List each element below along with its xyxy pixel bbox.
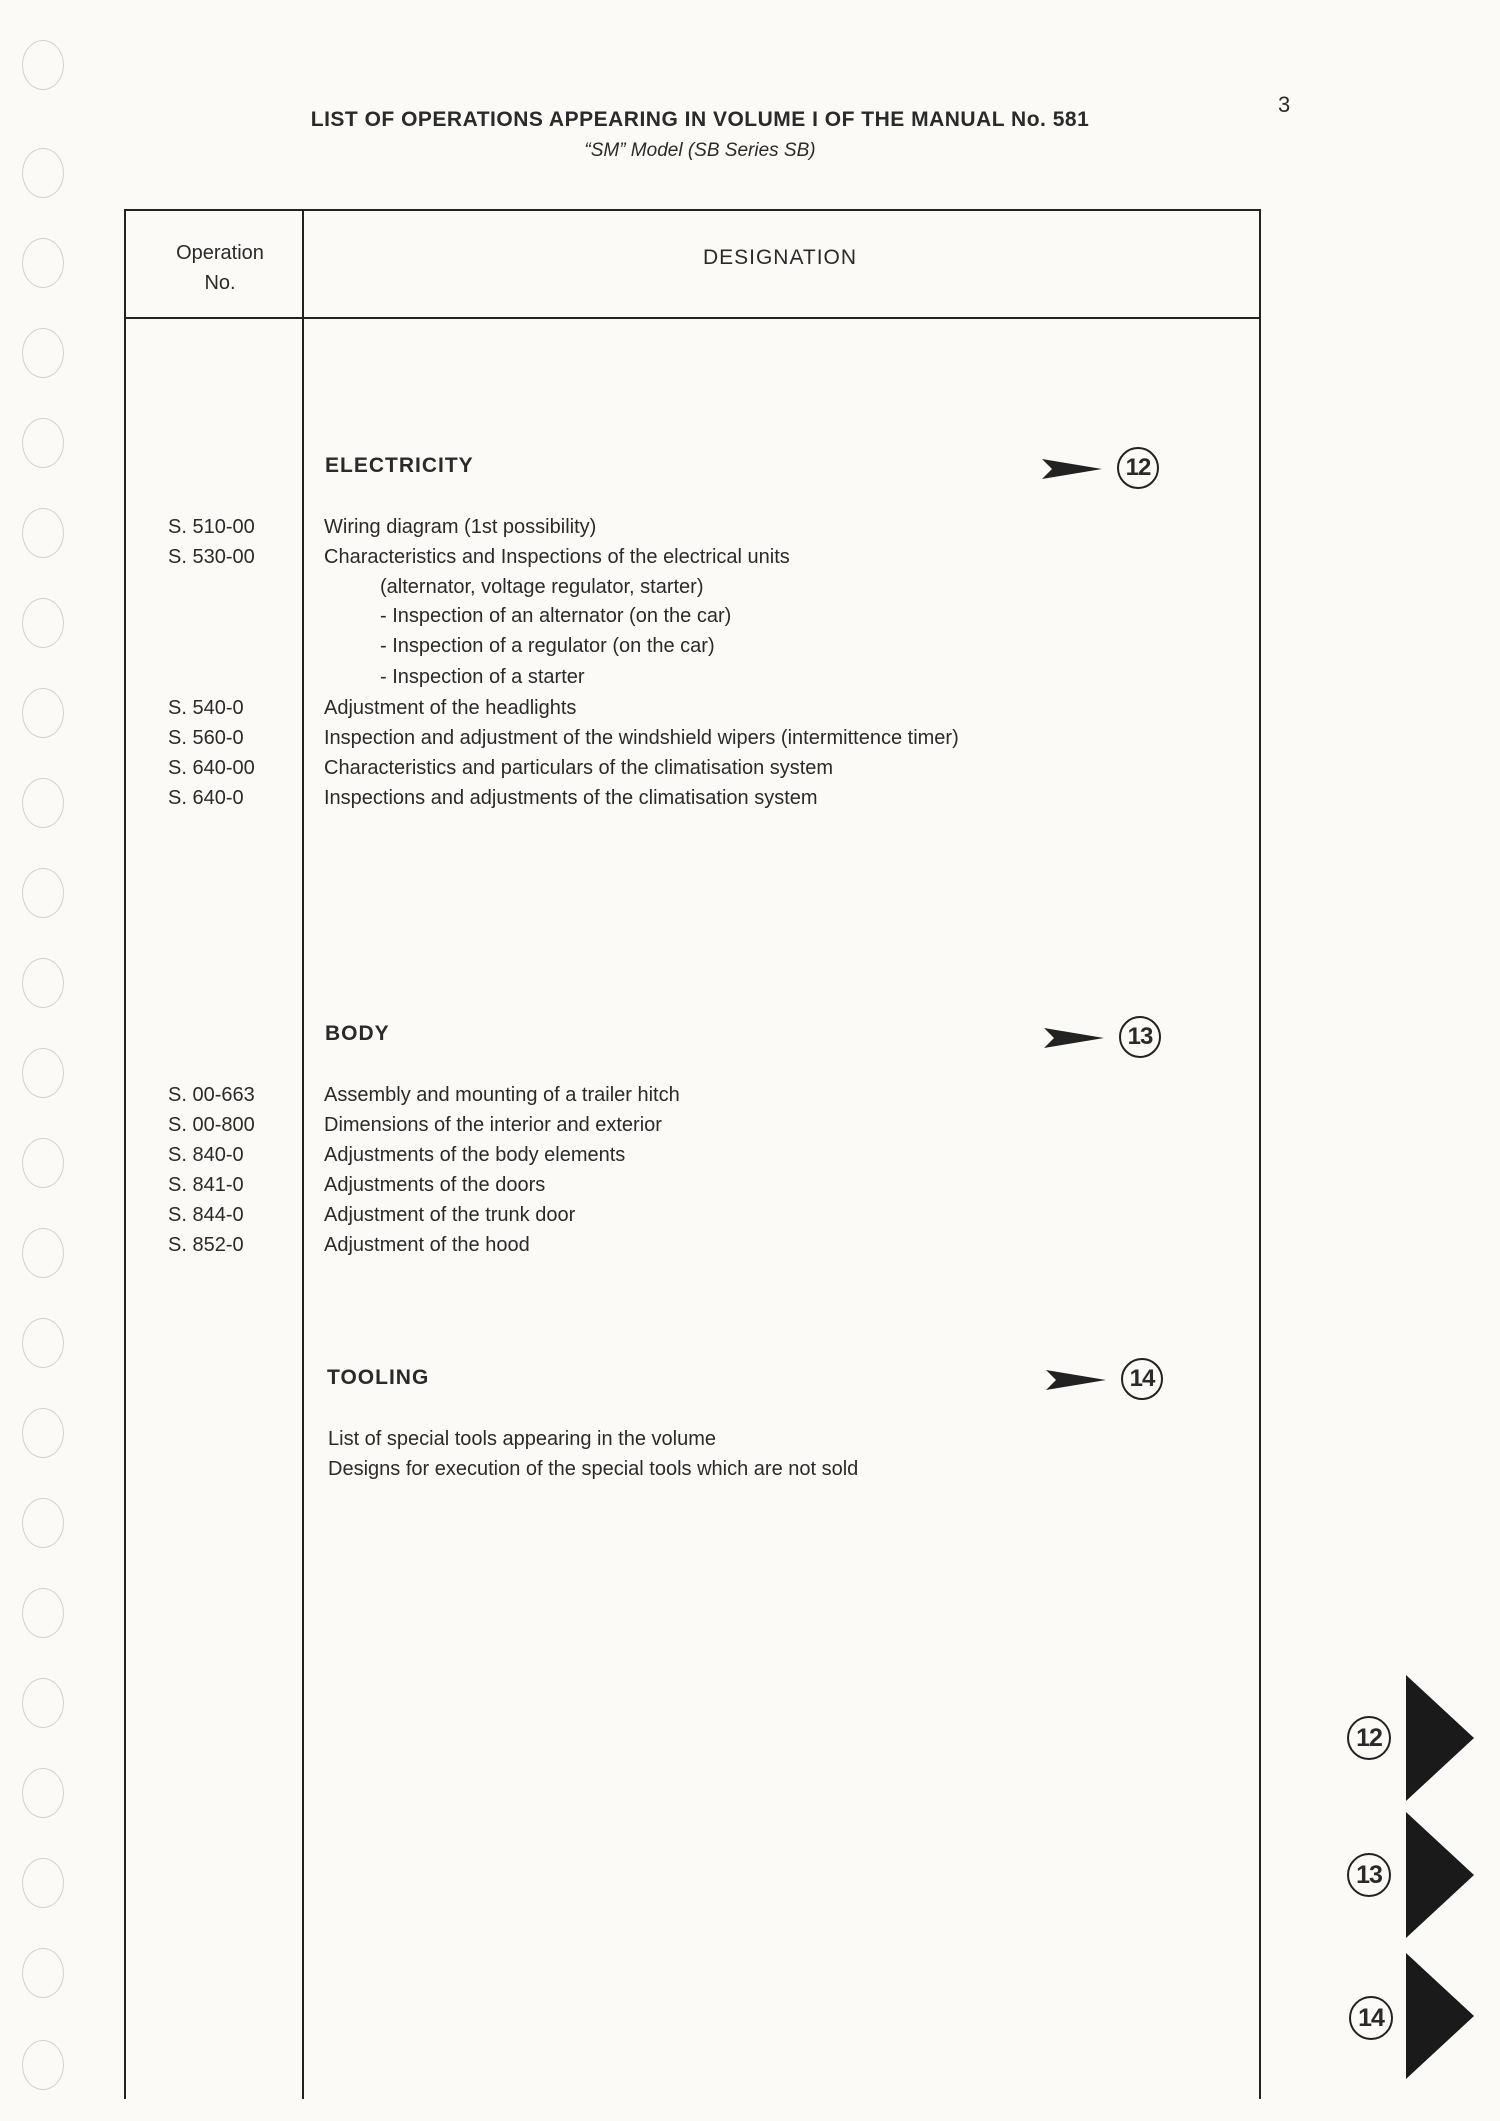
tab-marker: 14	[1349, 1996, 1393, 2040]
designation-text: - Inspection of a starter	[380, 666, 585, 688]
designation-text: List of special tools appearing in the volume	[328, 1428, 717, 1450]
section-title: BODY	[325, 1022, 390, 1045]
designation-text: Adjustment of the trunk door	[324, 1204, 576, 1226]
punch-hole	[22, 328, 64, 378]
column-header-operation	[130, 238, 310, 298]
column-header-operation-label: Operation	[176, 242, 264, 264]
table-right-border	[1259, 209, 1261, 2099]
designation-text: - Inspection of a regulator (on the car)	[380, 635, 715, 657]
section-title: TOOLING	[327, 1366, 430, 1389]
designation-text: (alternator, voltage regulator, starter)	[380, 576, 704, 598]
punch-hole	[22, 1048, 64, 1098]
punch-hole	[22, 1498, 64, 1548]
table-top-border	[124, 209, 1261, 211]
operation-number: S. 00-800	[168, 1114, 255, 1136]
operation-number: S. 640-00	[168, 757, 255, 779]
pointer-arrow-icon	[1044, 1026, 1104, 1050]
operation-number: S. 510-00	[168, 516, 255, 538]
operation-number: S. 00-663	[168, 1084, 255, 1106]
punch-hole	[22, 1408, 64, 1458]
column-header-operation-no: No.	[204, 272, 236, 294]
punch-hole	[22, 1588, 64, 1638]
designation-text: Adjustment of the hood	[324, 1234, 530, 1256]
designation-text: Characteristics and particulars of the climatisation system	[324, 757, 834, 779]
operation-number: S. 852-0	[168, 1234, 244, 1256]
designation-text: Characteristics and Inspections of the electrical units	[324, 546, 790, 568]
punch-hole	[22, 1228, 64, 1278]
column-header-designation: DESIGNATION	[702, 246, 858, 269]
designation-text: Adjustment of the headlights	[324, 697, 577, 719]
punch-hole	[22, 418, 64, 468]
tab-marker: 12	[1347, 1716, 1391, 1760]
operation-number: S. 640-0	[168, 787, 244, 809]
pointer-arrow-icon	[1042, 457, 1102, 481]
operation-number: S. 841-0	[168, 1174, 244, 1196]
pointer-arrow-icon	[1046, 1368, 1106, 1392]
punch-hole	[22, 598, 64, 648]
designation-text: Designs for execution of the special tools which are not sold	[328, 1458, 859, 1480]
punch-hole	[22, 1768, 64, 1818]
punch-hole	[22, 1858, 64, 1908]
tab-triangle-icon	[1406, 1953, 1476, 2084]
tab-triangle-icon	[1406, 1812, 1476, 1943]
designation-text: Wiring diagram (1st possibility)	[324, 516, 597, 538]
section-marker: 14	[1121, 1358, 1163, 1400]
operation-number: S. 540-0	[168, 697, 244, 719]
page-number: 3	[1278, 92, 1291, 117]
designation-text: - Inspection of an alternator (on the car)	[380, 605, 732, 627]
punch-hole	[22, 688, 64, 738]
punch-hole	[22, 1678, 64, 1728]
designation-text: Adjustments of the body elements	[324, 1144, 626, 1166]
punch-hole	[22, 1948, 64, 1998]
table-column-divider	[302, 209, 304, 2099]
designation-text: Inspections and adjustments of the climatisation system	[324, 787, 818, 809]
section-marker: 12	[1117, 447, 1159, 489]
punch-hole	[22, 1138, 64, 1188]
operation-number: S. 840-0	[168, 1144, 244, 1166]
page-title: LIST OF OPERATIONS APPEARING IN VOLUME I OF THE MANUAL No. 581	[310, 108, 1090, 131]
table-header-border	[124, 317, 1261, 319]
operation-number: S. 530-00	[168, 546, 255, 568]
punch-hole	[22, 2040, 64, 2090]
punch-hole	[22, 1318, 64, 1368]
section-title: ELECTRICITY	[325, 454, 474, 477]
operation-number: S. 560-0	[168, 727, 244, 749]
section-marker: 13	[1119, 1016, 1161, 1058]
operation-number: S. 844-0	[168, 1204, 244, 1226]
designation-text: Dimensions of the interior and exterior	[324, 1114, 662, 1136]
page-subtitle: “SM” Model (SB Series SB)	[584, 140, 816, 161]
tab-triangle-icon	[1406, 1675, 1476, 1806]
designation-text: Adjustments of the doors	[324, 1174, 546, 1196]
tab-marker: 13	[1347, 1853, 1391, 1897]
punch-hole	[22, 868, 64, 918]
punch-hole	[22, 40, 64, 90]
table-left-border	[124, 209, 126, 2099]
punch-hole	[22, 778, 64, 828]
punch-hole	[22, 508, 64, 558]
designation-text: Assembly and mounting of a trailer hitch	[324, 1084, 680, 1106]
punch-hole	[22, 958, 64, 1008]
punch-hole	[22, 238, 64, 288]
designation-text: Inspection and adjustment of the windshield wipers (intermittence timer)	[324, 727, 959, 749]
